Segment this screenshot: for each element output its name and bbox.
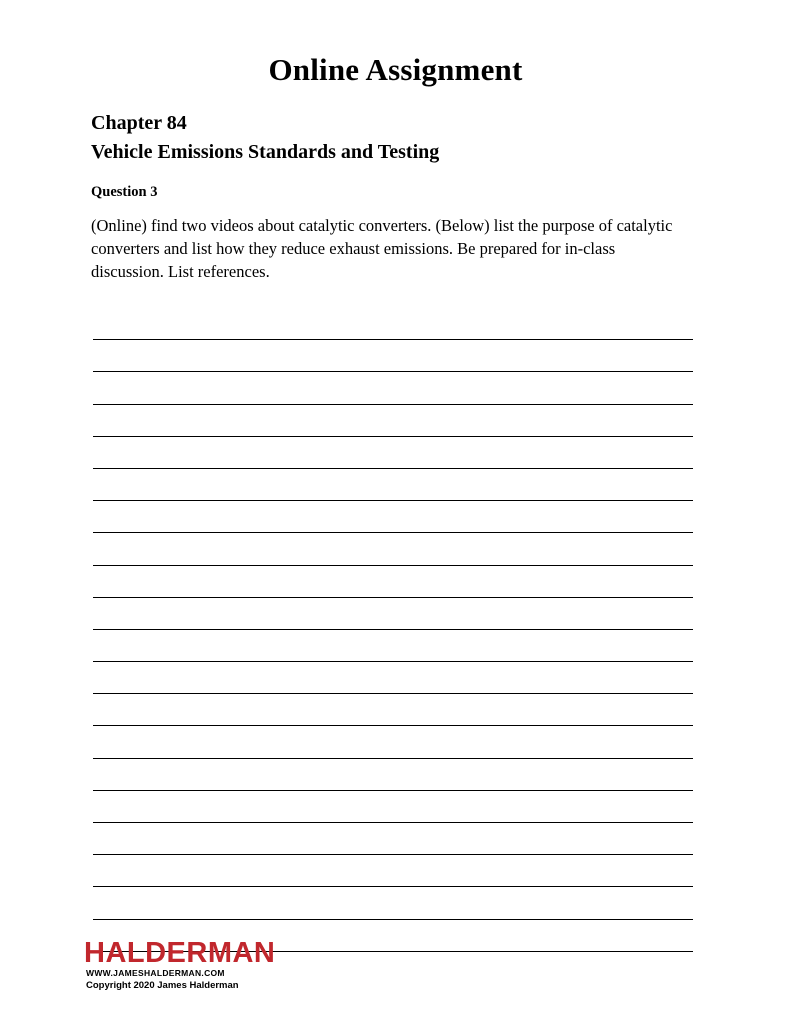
answer-line[interactable] xyxy=(93,855,693,887)
answer-line[interactable] xyxy=(93,630,693,662)
answer-line[interactable] xyxy=(93,887,693,919)
answer-line[interactable] xyxy=(93,791,693,823)
answer-line[interactable] xyxy=(93,694,693,726)
chapter-number: Chapter 84 xyxy=(91,112,187,134)
answer-line[interactable] xyxy=(93,823,693,855)
question-label: Question 3 xyxy=(91,184,158,200)
answer-line[interactable] xyxy=(93,469,693,501)
halderman-logo: HALDERMAN xyxy=(84,937,276,969)
copyright-notice: Copyright 2020 James Halderman xyxy=(86,980,239,991)
answer-line[interactable] xyxy=(93,533,693,565)
answer-line[interactable] xyxy=(93,372,693,404)
chapter-title: Vehicle Emissions Standards and Testing xyxy=(91,141,440,163)
answer-lines xyxy=(93,308,693,952)
halderman-website-url: WWW.JAMESHALDERMAN.COM xyxy=(86,968,225,978)
footer xyxy=(84,938,384,991)
answer-line[interactable] xyxy=(93,437,693,469)
answer-line[interactable] xyxy=(93,308,693,340)
answer-line[interactable] xyxy=(93,726,693,758)
answer-line[interactable] xyxy=(93,662,693,694)
answer-line[interactable] xyxy=(93,405,693,437)
question-prompt: (Online) find two videos about catalytic converters. (Below) list the purpose of catalytic converters and list how they reduce exhaust emissions. Be prepared for in-class discussion. List references. xyxy=(91,216,673,281)
answer-line[interactable] xyxy=(93,566,693,598)
answer-line[interactable] xyxy=(93,340,693,372)
answer-line[interactable] xyxy=(93,759,693,791)
answer-line[interactable] xyxy=(93,501,693,533)
page-title: Online Assignment xyxy=(268,52,523,87)
answer-line[interactable] xyxy=(93,598,693,630)
